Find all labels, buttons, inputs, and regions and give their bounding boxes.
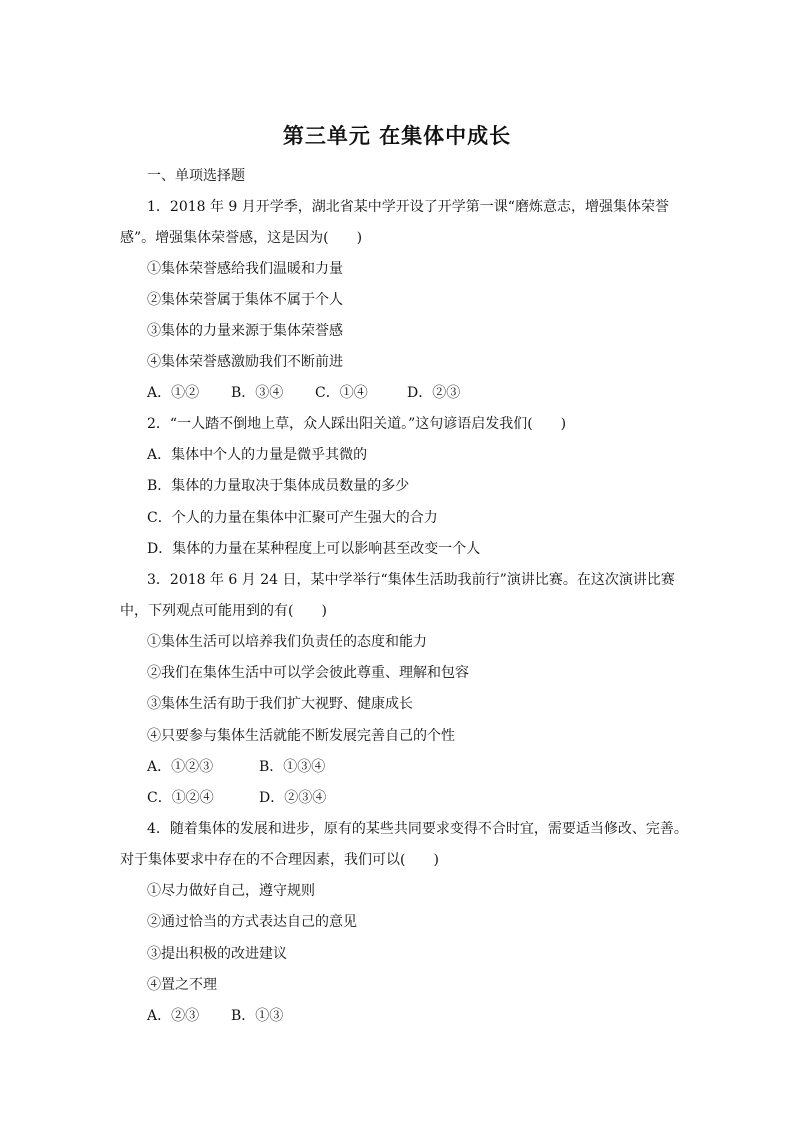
q4-choice-a: A．②③ bbox=[147, 1008, 200, 1024]
q4-item-3: ③提出积极的改进建议 bbox=[147, 946, 287, 962]
q2-choice-d: D．集体的力量在某种程度上可以影响甚至改变一个人 bbox=[147, 541, 481, 557]
q3-item-4: ④只要参与集体生活就能不断发展完善自己的个性 bbox=[147, 728, 455, 744]
q1-choice-b: B．③④ bbox=[231, 385, 284, 401]
q3-item-2: ②我们在集体生活中可以学会彼此尊重、理解和包容 bbox=[147, 665, 469, 681]
page-title: 第三单元 在集体中成长 bbox=[282, 123, 512, 148]
q1-item-3: ③集体的力量来源于集体荣誉感 bbox=[147, 323, 343, 339]
q4-item-2: ②通过恰当的方式表达自己的意见 bbox=[147, 914, 357, 930]
q3-choice-b: B．①③④ bbox=[259, 759, 326, 775]
q3-choices-row1 bbox=[147, 757, 325, 777]
q3-choice-c: C．①②④ bbox=[147, 790, 214, 806]
q1-stem-line1: 1．2018 年 9 月开学季，湖北省某中学开设了开学第一课“磨炼意志，增强集体荣誉 bbox=[147, 199, 669, 215]
q3-choices-row2 bbox=[147, 788, 326, 808]
q4-stem-line1: 4．随着集体的发展和进步，原有的某些共同要求变得不合时宜，需要适当修改、完善。 bbox=[147, 821, 688, 837]
q1-stem-line2: 感”。增强集体荣誉感，这是因为( ) bbox=[120, 230, 363, 246]
q1-choice-d: D．②③ bbox=[407, 385, 461, 401]
q3-item-3: ③集体生活有助于我们扩大视野、健康成长 bbox=[147, 696, 413, 712]
q3-stem-line1: 3．2018 年 6 月 24 日，某中学举行“集体生活助我前行”演讲比赛。在这次演讲比赛 bbox=[147, 572, 675, 588]
q4-choice-b: B．①③ bbox=[231, 1008, 284, 1024]
q3-stem-line2: 中，下列观点可能用到的有( ) bbox=[120, 603, 327, 619]
q3-choice-a: A．①②③ bbox=[147, 759, 214, 775]
section-heading: 一、单项选择题 bbox=[147, 168, 245, 184]
q3-choice-d: D．②③④ bbox=[259, 790, 327, 806]
q1-item-1: ①集体荣誉感给我们温暖和力量 bbox=[147, 261, 343, 277]
q2-choice-b: B．集体的力量取决于集体成员数量的多少 bbox=[147, 478, 410, 494]
q4-stem-line2: 对于集体要求中存在的不合理因素，我们可以( ) bbox=[120, 852, 439, 868]
q2-choice-c: C．个人的力量在集体中汇聚可产生强大的合力 bbox=[147, 510, 438, 526]
q1-choices bbox=[147, 383, 460, 403]
q1-choice-c: C．①④ bbox=[315, 385, 368, 401]
q1-item-4: ④集体荣誉感激励我们不断前进 bbox=[147, 354, 343, 370]
q1-item-2: ②集体荣誉属于集体不属于个人 bbox=[147, 292, 343, 308]
q4-item-4: ④置之不理 bbox=[147, 977, 217, 993]
q2-choice-a: A．集体中个人的力量是微乎其微的 bbox=[147, 447, 368, 463]
q4-choices bbox=[147, 1006, 283, 1026]
q4-item-1: ①尽力做好自己，遵守规则 bbox=[147, 883, 315, 899]
q3-item-1: ①集体生活可以培养我们负责任的态度和能力 bbox=[147, 634, 427, 650]
q2-stem: 2．“一人踏不倒地上草，众人踩出阳关道。”这句谚语启发我们( ) bbox=[147, 416, 567, 432]
q1-choice-a: A．①② bbox=[147, 385, 200, 401]
